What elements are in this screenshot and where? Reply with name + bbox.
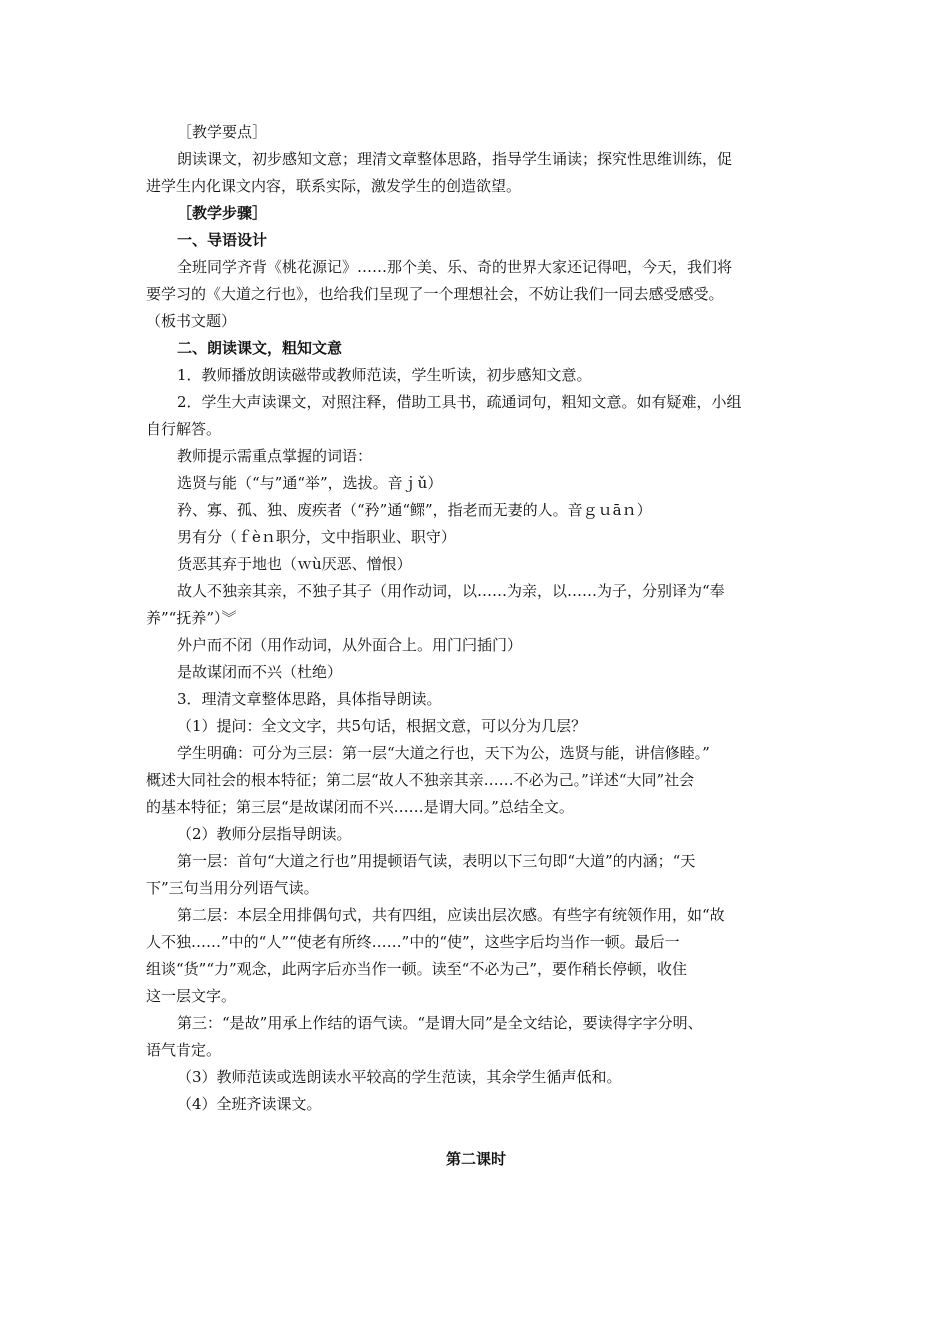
text-line: 矜、寡、孤、独、废疾者（“矜”通“鳏”，指老而无妻的人。音ｇｕāｎ）: [177, 501, 652, 519]
text-line: 下”三句当用分列语气读。: [146, 879, 319, 897]
text-line: 养”“抚养”）︾: [146, 609, 237, 627]
text-line: 概述大同社会的根本特征；第二层“故人不独亲其亲……不必为己。”详述“大同”社会: [146, 771, 695, 789]
text-line: 语气肯定。: [146, 1041, 222, 1059]
text-line: （4）全班齐读课文。: [177, 1095, 322, 1113]
text-line: 的基本特征；第三层“是故谋闭而不兴……是谓大同。”总结全文。: [146, 798, 574, 816]
text-line: ［教学要点］: [177, 123, 268, 141]
text-line: 第二层：本层全用排偶句式，共有四组，应读出层次感。有些字有统领作用，如“故: [177, 906, 725, 924]
text-line: （2）教师分层指导朗读。: [177, 825, 352, 843]
section-heading: 一、导语设计: [177, 231, 268, 249]
text-line: 这一层文字。: [146, 987, 237, 1005]
text-line: 故人不独亲其亲，不独子其子（用作动词，以……为亲，以……为子，分别译为“奉: [177, 582, 725, 600]
text-line: 外户而不闭（用作动词，从外面合上。用门闩插门）: [177, 636, 523, 654]
text-line: 第三：“是故”用承上作结的语气读。“是谓大同”是全文结论，要读得字字分明、: [177, 1014, 703, 1032]
text-line: 2．学生大声读课文，对照注释，借助工具书，疏通词句，粗知文意。如有疑难，小组: [177, 393, 742, 411]
text-line: 第一层：首句“大道之行也”用提顿语气读，表明以下三句即“大道”的内涵；“天: [177, 852, 696, 870]
text-line: 学生明确：可分为三层：第一层“大道之行也，天下为公，选贤与能，讲信修睦。”: [177, 744, 710, 762]
text-line: 全班同学齐背《桃花源记》……那个美、乐、奇的世界大家还记得吧，今天，我们将: [177, 258, 733, 276]
text-line: 货恶其弃于地也（ｗù厌恶、憎恨）: [177, 555, 412, 573]
text-line: 3．理清文章整体思路，具体指导朗读。: [177, 690, 442, 708]
text-line: （板书文题）: [146, 312, 237, 330]
text-line: 朗读课文，初步感知文意；理清文章整体思路，指导学生诵读；探究性思维训练，促: [177, 150, 733, 168]
text-line: 组谈“货”“力”观念，此两字后亦当作一顿。读至“不必为己”，要作稍长停顿，收住: [146, 960, 688, 978]
text-line: 人不独……”中的“人”“使老有所终……”中的“使”，这些字后均当作一顿。最后一: [146, 933, 680, 951]
text-line: （1）提问：全文文字，共5句话，根据文意，可以分为几层？: [177, 717, 587, 735]
text-line: （3）教师范读或选朗读水平较高的学生范读，其余学生循声低和。: [177, 1068, 622, 1086]
text-line: 选贤与能（“与”通“举”，选拔。音ｊǔ）: [177, 474, 443, 492]
text-line: 1．教师播放朗读磁带或教师范读，学生听读，初步感知文意。: [177, 366, 592, 384]
section-heading: ［教学步骤］: [177, 204, 268, 222]
section-title: 第二课时: [445, 1150, 506, 1168]
text-line: 是故谋闭而不兴（杜绝）: [177, 663, 343, 681]
section-heading: 二、朗读课文，粗知文意: [177, 339, 343, 357]
text-line: 男有分（ｆèｎ职分，文中指职业、职守）: [177, 528, 456, 546]
text-line: 自行解答。: [146, 420, 222, 438]
text-line: 教师提示需重点掌握的词语：: [177, 447, 373, 465]
text-line: 要学习的《大道之行也》，也给我们呈现了一个理想社会，不妨让我们一同去感受感受。: [146, 285, 724, 303]
text-line: 进学生内化课文内容，联系实际，激发学生的创造欲望。: [146, 177, 522, 195]
document-body: [146, 119, 806, 1173]
